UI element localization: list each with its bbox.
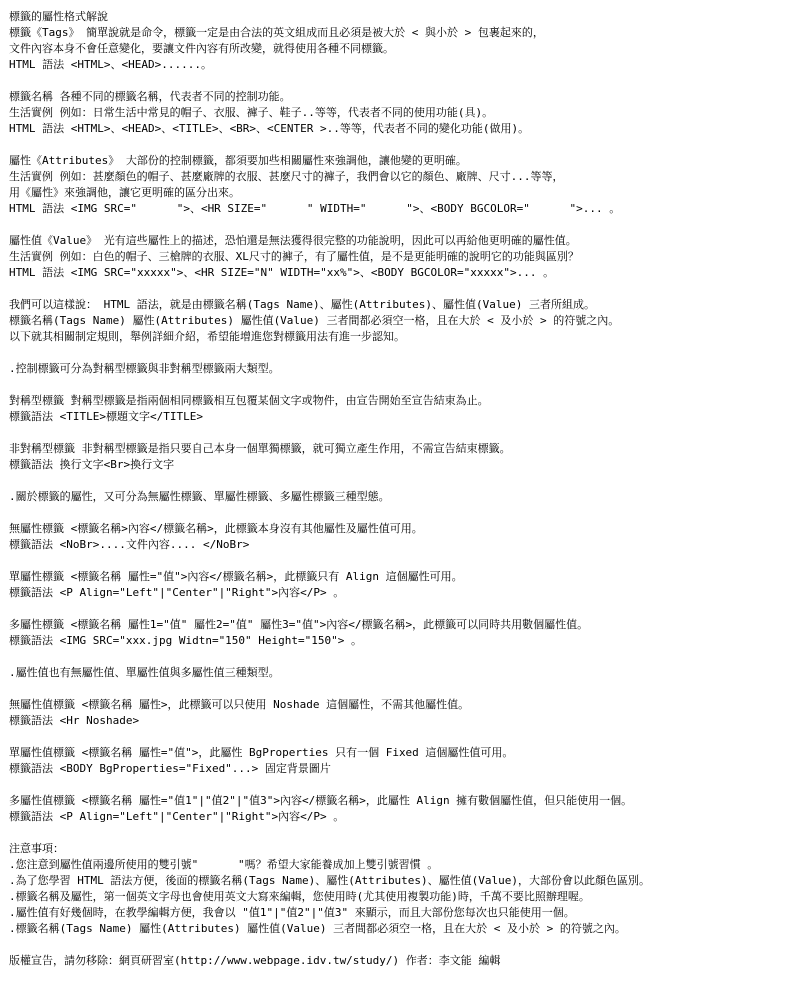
text-line: 我們可以這樣說： HTML 語法，就是由標籤名稱(Tags Name)、屬性(Attributes)、屬性值(Value) 三者所組成。	[9, 298, 596, 311]
blank-line	[9, 473, 791, 489]
text-line: 生活實例 例如：白色的帽子、三槍牌的衣服、XL尺寸的褲子，有了屬性值，是不是更能明確的說明它的功能與區別？	[9, 250, 579, 263]
blank-line	[9, 505, 791, 521]
text-line: .為了您學習 HTML 語法方便，後面的標籤名稱(Tags Name)、屬性(Attributes)、屬性值(Value)，大部份會以此顏色區別。	[9, 874, 651, 887]
text-line: .屬性值有好幾個時，在教學編輯方便，我會以 "值1"|"值2"|"值3" 來顯示，而且大部份您每次也只能使用一個。	[9, 906, 575, 919]
text-line: 單屬性值標籤 <標籤名稱 屬性="值">，此屬性 BgProperties 只有一個 Fixed 這個屬性值可用。	[9, 746, 514, 759]
blank-line	[9, 425, 791, 441]
text-line: 對稱型標籤 對稱型標籤是指兩個相同標籤相互包覆某個文字或物件，由宣告開始至宣告結束為止。	[9, 394, 489, 407]
text-line: 標籤語法 換行文字<Br>換行文字	[9, 458, 175, 471]
blank-line	[9, 73, 791, 89]
text-line: 標籤語法 <BODY BgProperties="Fixed"...> 固定背景圖片	[9, 762, 331, 775]
text-line: 標籤語法 <IMG SRC="xxx.jpg Widtn="150" Height="150"> 。	[9, 634, 363, 647]
text-line: 標籤語法 <TITLE>標題文字</TITLE>	[9, 410, 203, 423]
text-line: 多屬性標籤 <標籤名稱 屬性1="值" 屬性2="值" 屬性3="值">內容</標籤名稱>，此標籤可以同時共用數個屬性值。	[9, 618, 589, 631]
text-line: 無屬性值標籤 <標籤名稱 屬性>，此標籤可以只使用 Noshade 這個屬性，不需其他屬性值。	[9, 698, 470, 711]
text-line: 版權宣告，請勿移除：網頁研習室(http://www.webpage.idv.tw/study/) 作者：李文能 編輯	[9, 954, 501, 967]
text-line: 無屬性標籤 <標籤名稱>內容</標籤名稱>，此標籤本身沒有其他屬性及屬性值可用。	[9, 522, 423, 535]
text-line: HTML 語法 <IMG SRC=" ">、<HR SIZE=" " WIDTH=" ">、<BODY BGCOLOR=" ">... 。	[9, 202, 621, 215]
blank-line	[9, 345, 791, 361]
text-line: 標籤名稱(Tags Name) 屬性(Attributes) 屬性值(Value) 三者間都必須空一格，且在大於 < 及小於 > 的符號之內。	[9, 314, 620, 327]
blank-line	[9, 649, 791, 665]
blank-line	[9, 937, 791, 953]
text-line: 屬性《Attributes》 大部份的控制標籤，都須要加些相關屬性來強調他，讓他變的更明確。	[9, 154, 467, 167]
text-line: 標籤語法 <Hr Noshade>	[9, 714, 140, 727]
text-line: 非對稱型標籤 非對稱型標籤是指只要自己本身一個單獨標籤，就可獨立產生作用，不需宣告結束標籤。	[9, 442, 511, 455]
blank-line	[9, 377, 791, 393]
blank-line	[9, 777, 791, 793]
text-line: HTML 語法 <HTML>、<HEAD>、<TITLE>、<BR>、<CENTER >..等等，代表者不同的變化功能(做用)。	[9, 122, 530, 135]
blank-line	[9, 681, 791, 697]
text-line: 生活實例 例如：日常生活中常見的帽子、衣服、褲子、鞋子..等等，代表者不同的使用功能(具)。	[9, 106, 494, 119]
blank-line	[9, 137, 791, 153]
text-line: .標籤名稱(Tags Name) 屬性(Attributes) 屬性值(Value) 三者間都必須空一格，且在大於 < 及小於 > 的符號之內。	[9, 922, 626, 935]
text-line: 多屬性值標籤 <標籤名稱 屬性="值1"|"值2"|"值3">內容</標籤名稱>，此屬性 Align 擁有數個屬性值，但只能使用一個。	[9, 794, 633, 807]
text-line: 屬性值《Value》 光有這些屬性上的描述，恐怕還是無法獲得很完整的功能說明，因此可以再給他更明確的屬性值。	[9, 234, 577, 247]
text-line: .標籤名稱及屬性，第一個英文字母也會使用英文大寫來編輯，您使用時(尤其使用複製功能)時，千萬不要比照辦理喔。	[9, 890, 590, 903]
text-line: .您注意到屬性值兩邊所使用的雙引號" "嗎？希望大家能養成加上雙引號習慣 。	[9, 858, 439, 871]
text-line: HTML 語法 <IMG SRC="xxxxx">、<HR SIZE="N" WIDTH="xx%">、<BODY BGCOLOR="xxxxx">... 。	[9, 266, 555, 279]
text-line: 注意事項：	[9, 842, 64, 855]
text-line: .關於標籤的屬性，又可分為無屬性標籤、單屬性標籤、多屬性標籤三種型態。	[9, 490, 390, 503]
text-line: 標籤名稱 各種不同的標籤名稱，代表者不同的控制功能。	[9, 90, 291, 103]
blank-line	[9, 217, 791, 233]
text-line: 標籤《Tags》 簡單說就是命令，標籤一定是由合法的英文組成而且必須是被大於 < 與小於 > 包裹起來的，	[9, 26, 544, 39]
blank-line	[9, 601, 791, 617]
text-line: 標籤的屬性格式解說	[9, 10, 108, 23]
blank-line	[9, 729, 791, 745]
text-line: 文件內容本身不會任意變化，要讓文件內容有所改變，就得使用各種不同標籤。	[9, 42, 394, 55]
text-line: 單屬性標籤 <標籤名稱 屬性="值">內容</標籤名稱>，此標籤只有 Align 這個屬性可用。	[9, 570, 463, 583]
text-line: 用《屬性》來強調他，讓它更明確的區分出來。	[9, 186, 240, 199]
blank-line	[9, 825, 791, 841]
text-line: 標籤語法 <NoBr>....文件內容.... </NoBr>	[9, 538, 250, 551]
text-line: .屬性值也有無屬性值、單屬性值與多屬性值三種類型。	[9, 666, 280, 679]
text-line: 標籤語法 <P Align="Left"|"Center"|"Right">內容</P> 。	[9, 586, 345, 599]
tag-attribute-document	[9, 9, 791, 969]
text-line: HTML 語法 <HTML>、<HEAD>......。	[9, 58, 212, 71]
text-line: 生活實例 例如：甚麼顏色的帽子、甚麼廠牌的衣服、甚麼尺寸的褲子，我們會以它的顏色、廠牌、尺寸...等等，	[9, 170, 564, 183]
text-line: 標籤語法 <P Align="Left"|"Center"|"Right">內容</P> 。	[9, 810, 345, 823]
text-line: .控制標籤可分為對稱型標籤與非對稱型標籤兩大類型。	[9, 362, 280, 375]
text-line: 以下就其相關制定規則，舉例詳細介紹，希望能增進您對標籤用法有進一步認知。	[9, 330, 405, 343]
blank-line	[9, 553, 791, 569]
blank-line	[9, 281, 791, 297]
